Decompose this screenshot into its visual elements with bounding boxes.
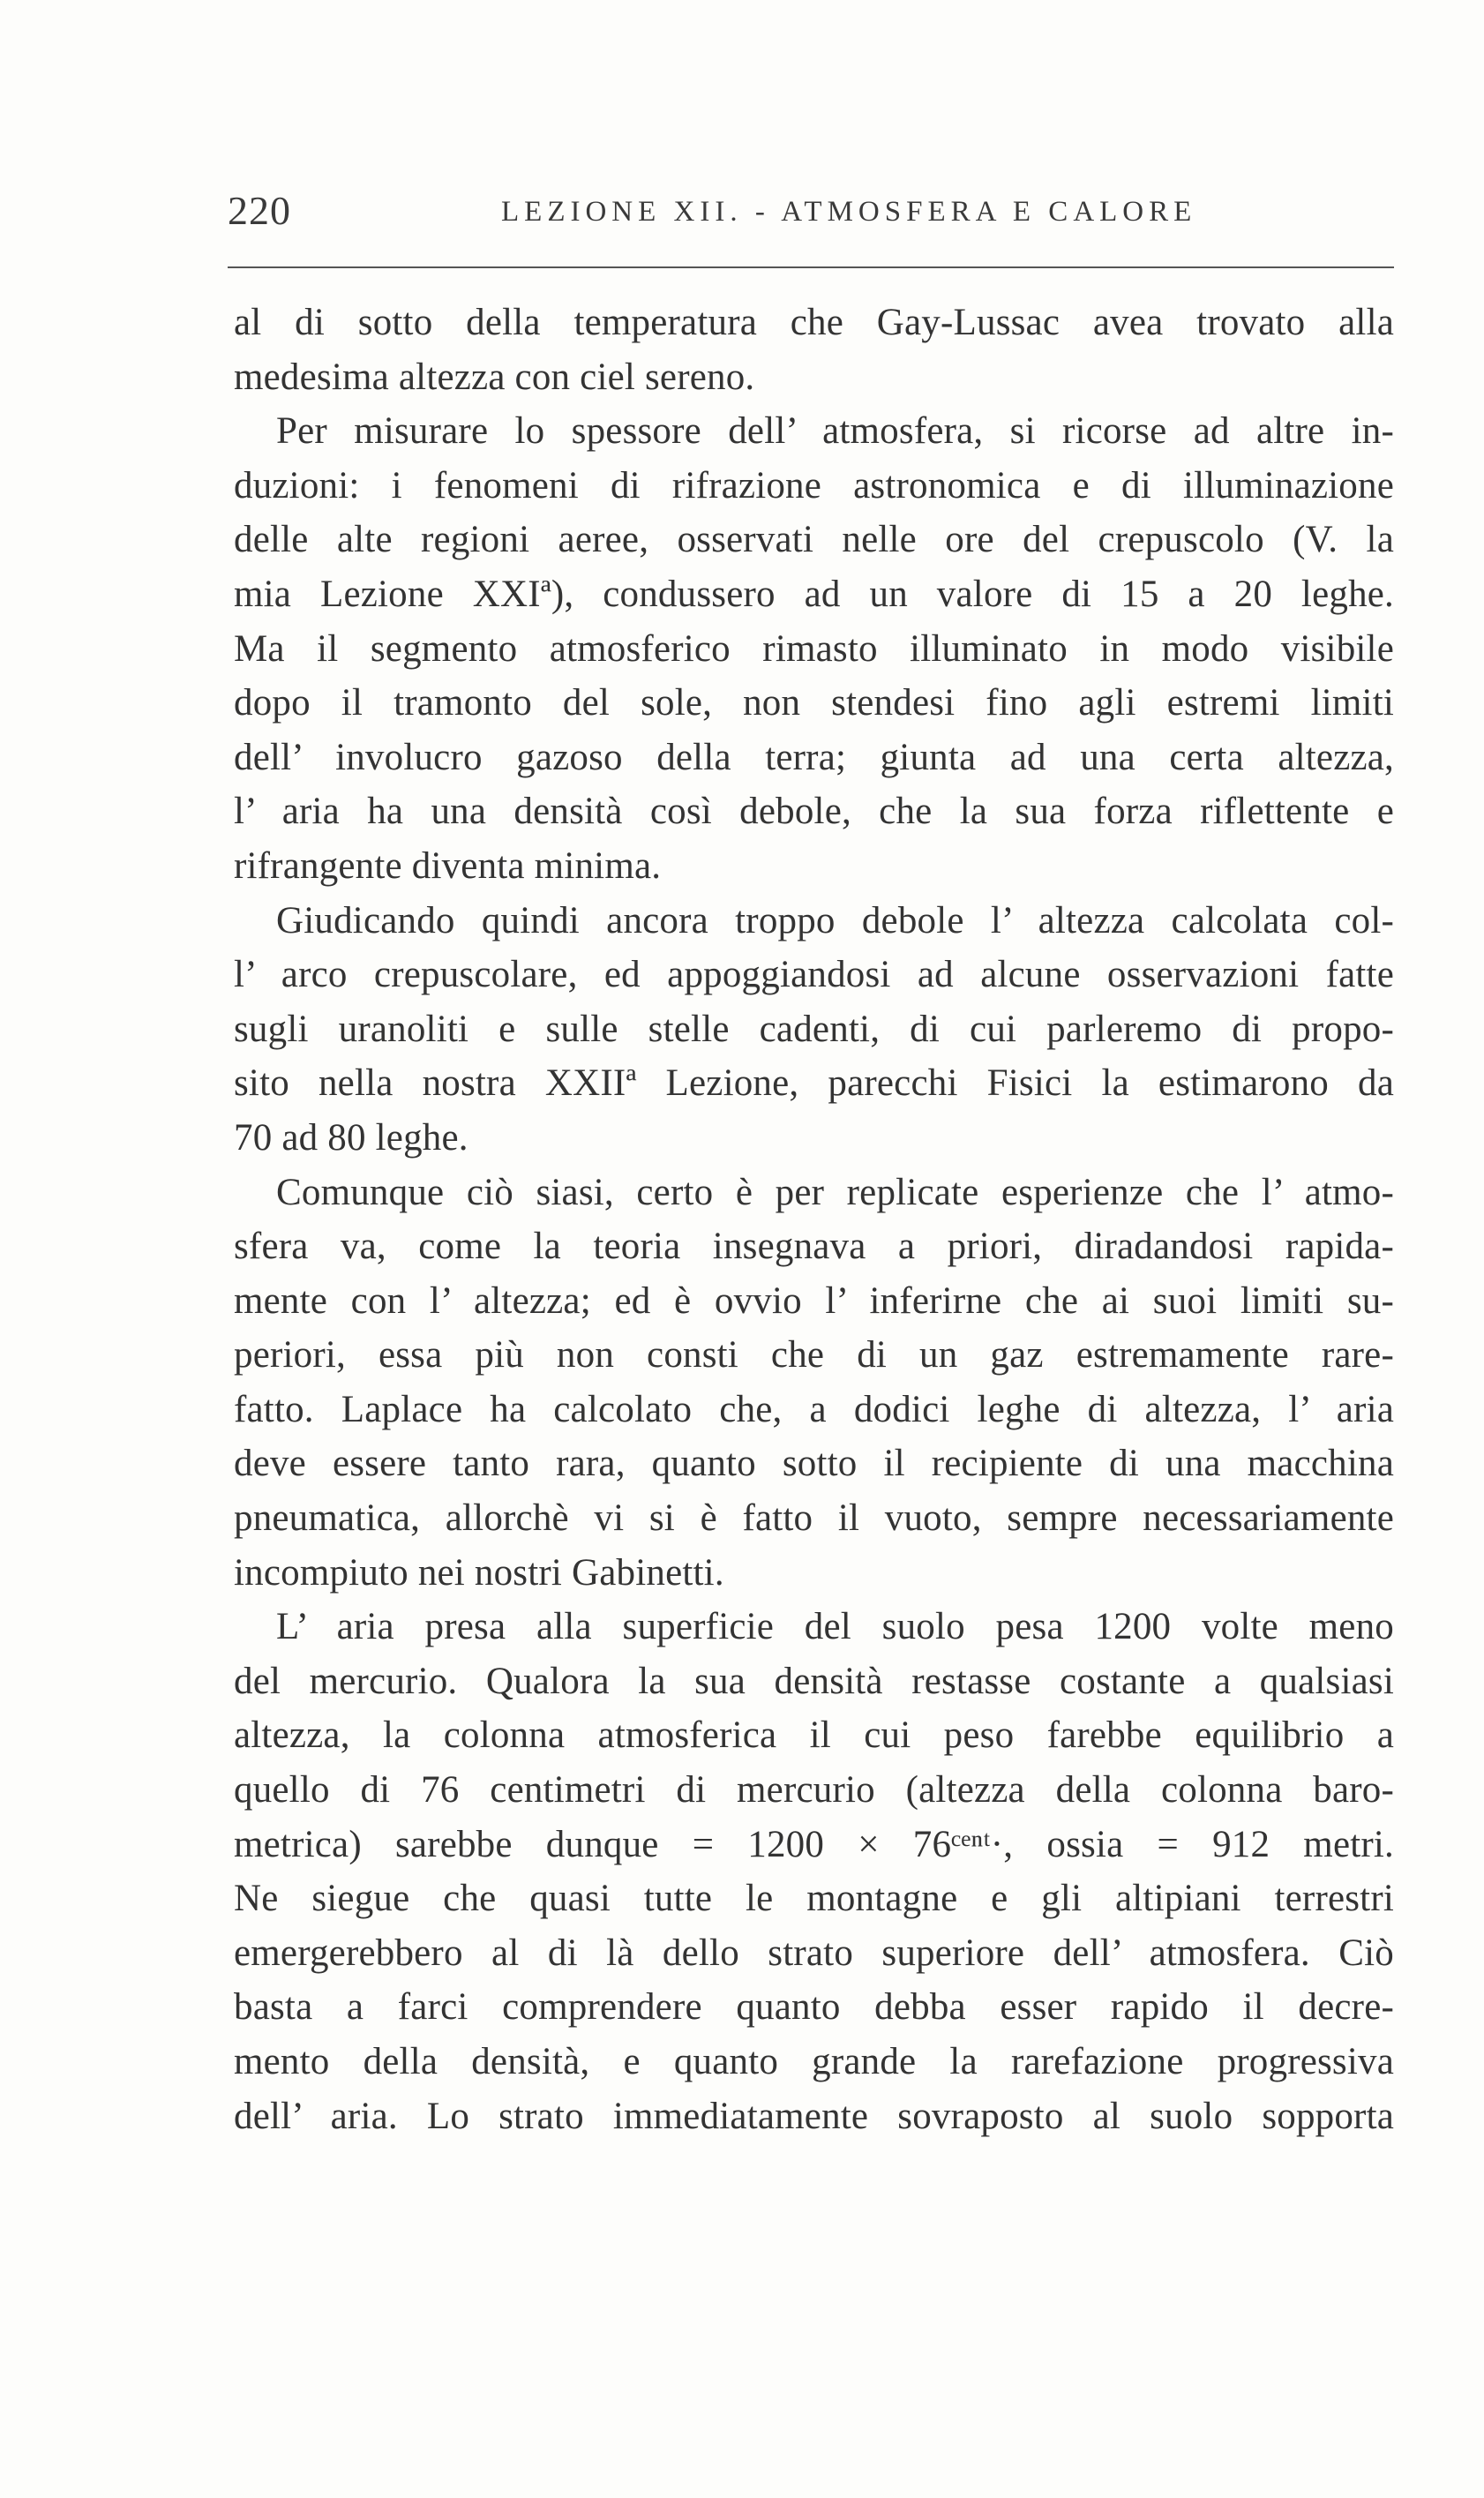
text-line: rifrangente diventa minima.: [234, 844, 662, 887]
text-line: metrica) sarebbe dunque = 1200 × 76ᶜᵉⁿᵗ·, ossia = 912 metri.: [234, 1823, 1394, 1865]
text-line: 70 ad 80 leghe.: [234, 1116, 468, 1159]
running-head: LEZIONE XII. - ATMOSFERA E CALORE: [501, 196, 1197, 228]
text-line: l’ aria ha una densità così debole, che la sua forza riflettente e: [234, 791, 1394, 833]
text-line: sugli uranoliti e sulle stelle cadenti, di cui parleremo di propo-: [234, 1008, 1394, 1050]
text-line: Ne siegue che quasi tutte le montagne e gli altipiani terrestri: [234, 1878, 1394, 1920]
page-number: 220: [228, 188, 291, 233]
text-line: quello di 76 centimetri di mercurio (altezza della colonna baro-: [234, 1769, 1394, 1812]
text-line: L’ aria presa alla superficie del suolo pesa 1200 volte meno: [276, 1606, 1394, 1648]
text-line: delle alte regioni aeree, osservati nelle ore del crepuscolo (V. la: [234, 519, 1394, 561]
text-line: incompiuto nei nostri Gabinetti.: [234, 1551, 724, 1594]
text-line: mento della densità, e quanto grande la rarefazione progressiva: [234, 2041, 1394, 2082]
text-line: Ma il segmento atmosferico rimasto illuminato in modo visibile: [234, 627, 1394, 670]
text-line: duzioni: i fenomeni di rifrazione astronomica e di illuminazione: [234, 464, 1394, 506]
text-line: medesima altezza con ciel sereno.: [234, 356, 755, 398]
text-line: pneumatica, allorchè vi si è fatto il vuoto, sempre necessariamente: [234, 1497, 1394, 1540]
text-line: Comunque ciò siasi, certo è per replicate esperienze che l’ atmo-: [276, 1171, 1394, 1213]
text-line: fatto. Laplace ha calcolato che, a dodici leghe di altezza, l’ aria: [234, 1388, 1394, 1430]
text-line: al di sotto della temperatura che Gay-Lussac avea trovato alla: [234, 302, 1394, 343]
text-line: mia Lezione XXIª), condussero ad un valore di 15 a 20 leghe.: [234, 573, 1394, 615]
text-line: Giudicando quindi ancora troppo debole l’ altezza calcolata col-: [276, 899, 1394, 941]
text-line: mente con l’ altezza; ed è ovvio l’ inferirne che ai suoi limiti su-: [234, 1279, 1394, 1322]
text-line: deve essere tanto rara, quanto sotto il recipiente di una macchina: [234, 1443, 1394, 1485]
text-line: dell’ involucro gazoso della terra; giunta ad una certa altezza,: [234, 736, 1394, 778]
text-line: sito nella nostra XXIIª Lezione, parecchi Fisici la estimarono da: [234, 1062, 1394, 1105]
text-line: basta a farci comprendere quanto debba esser rapido il decre-: [234, 1986, 1394, 2029]
page-header: [228, 187, 1394, 244]
text-line: periori, essa più non consti che di un gaz estremamente rare-: [234, 1334, 1394, 1377]
text-line: dell’ aria. Lo strato immediatamente sovraposto al suolo sopporta: [234, 2095, 1394, 2137]
text-line: sfera va, come la teoria insegnava a priori, diradandosi rapida-: [234, 1226, 1394, 1268]
text-line: l’ arco crepuscolare, ed appoggiandosi ad alcune osservazioni fatte: [234, 954, 1394, 996]
body-text: [234, 296, 1394, 2143]
text-line: del mercurio. Qualora la sua densità restasse costante a qualsiasi: [234, 1660, 1394, 1702]
text-line: altezza, la colonna atmosferica il cui peso farebbe equilibrio a: [234, 1714, 1394, 1757]
header-rule: [228, 266, 1394, 268]
text-line: Per misurare lo spessore dell’ atmosfera, si ricorse ad altre in-: [276, 410, 1394, 453]
text-line: dopo il tramonto del sole, non stendesi fino agli estremi limiti: [234, 682, 1394, 724]
text-line: emergerebbero al di là dello strato superiore dell’ atmosfera. Ciò: [234, 1932, 1394, 1974]
